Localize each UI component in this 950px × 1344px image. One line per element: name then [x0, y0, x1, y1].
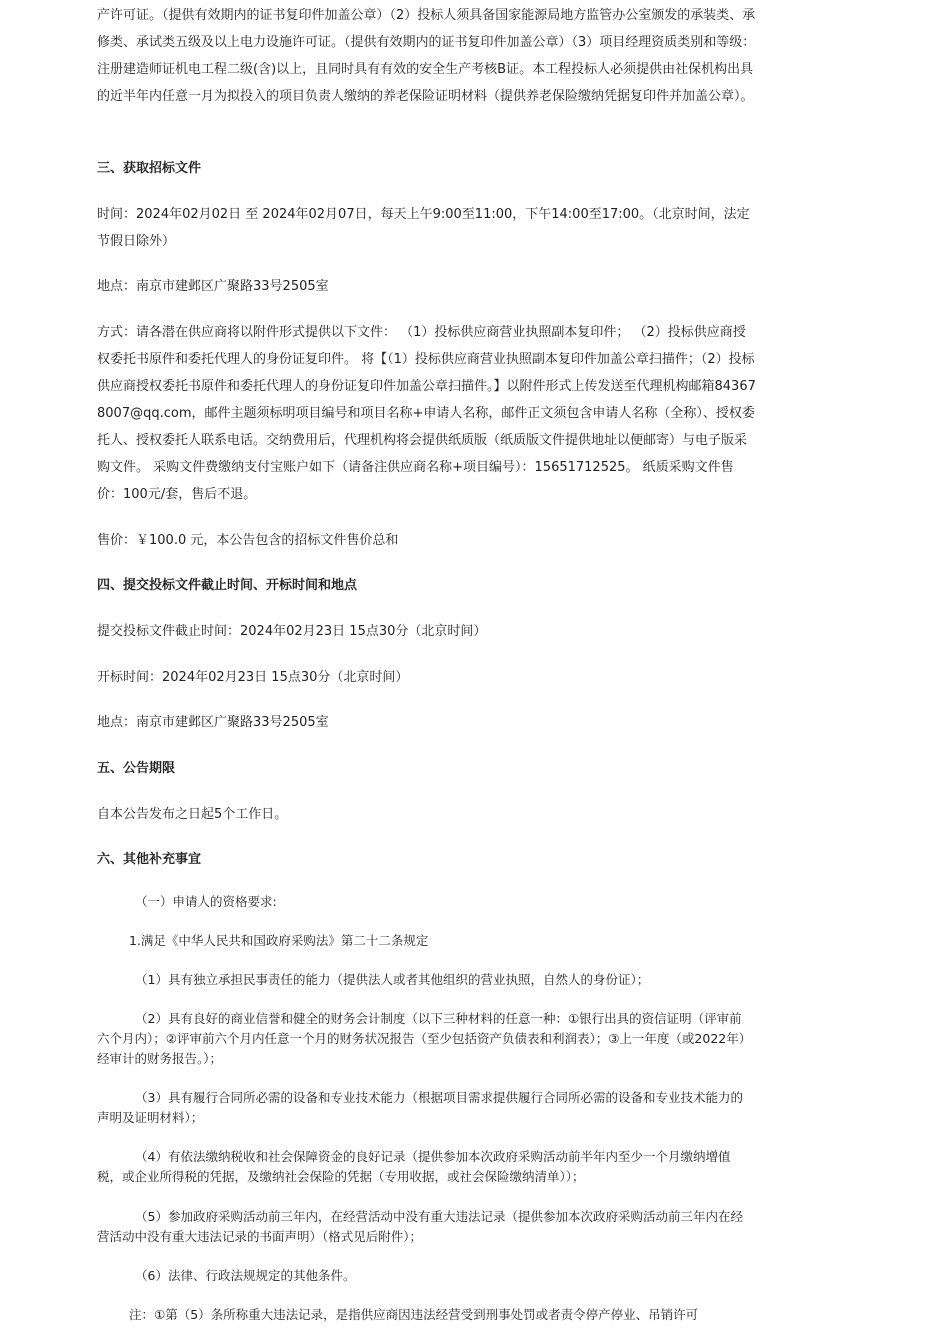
obtain-location: 地点：南京市建邺区广聚路33号2505室 [97, 279, 329, 294]
requirement-3: （3）具有履行合同所必需的设备和专业技术能力（根据项目需求提供履行合同所必需的设备和专业技术能力的声明及证明材料）； [97, 1090, 743, 1125]
requirement-6: （6）法律、行政法规规定的其他条件。 [135, 1268, 356, 1283]
requirement-2: （2）具有良好的商业信誉和健全的财务会计制度（以下三种材料的任意一种：①银行出具的资信证明（评审前六个月内）；②评审前六个月内任意一个月的财务状况报告（至少包括资产负债表和利润表）；③上一年度（或2022年）经审计的财务报告。）； [97, 1011, 745, 1066]
document-price: 售价：￥100.0 元，本公告包含的招标文件售价总和 [97, 533, 399, 548]
subsection-applicant-requirements: （一）申请人的资格要求: [135, 894, 277, 909]
requirement-4: （4）有依法缴纳税收和社会保障资金的良好记录（提供参加本次政府采购活动前半年内至少一个月缴纳增值税，或企业所得税的凭据，及缴纳社会保险的凭据（专用收据，或社会保险缴纳清单））； [97, 1149, 731, 1184]
requirement-5: （5）参加政府采购活动前三年内，在经营活动中没有重大违法记录（提供参加本次政府采购活动前三年内在经营活动中没有重大违法记录的书面声明）（格式见后附件）； [97, 1209, 743, 1244]
obtain-time: 时间：2024年02月02日 至 2024年02月07日，每天上午9:00至11:00，下午14:00至17:00。（北京时间，法定节假日除外） [97, 207, 750, 249]
opening-location: 地点：南京市建邺区广聚路33号2505室 [97, 715, 329, 730]
announcement-period: 自本公告发布之日起5个工作日。 [97, 807, 288, 822]
submission-deadline: 提交投标文件截止时间：2024年02月23日 15点30分（北京时间） [97, 624, 487, 639]
section-heading-obtain-documents: 三、获取招标文件 [97, 161, 202, 176]
section-heading-announcement-period: 五、公告期限 [97, 761, 176, 776]
opening-time: 开标时间：2024年02月23日 15点30分（北京时间） [97, 670, 409, 685]
section-heading-other-matters: 六、其他补充事宜 [97, 852, 202, 867]
note: 注：①第（5）条所称重大违法记录，是指供应商因违法经营受到刑事处罚或者责令停产停业、吊销许可 [129, 1307, 699, 1322]
obtain-method: 方式：请各潜在供应商将以附件形式提供以下文件： （1）投标供应商营业执照副本复印件； （2）投标供应商授权委托书原件和委托代理人的身份证复印件。 将【（1）投标供应商营业执照副本复印件加盖公章扫描件；（2）投标供应商授权委托书原件和委托代理人的身份证复印件加盖公章扫描件。】以附件形式上传发送至代理机构邮箱843678007@qq.com，邮件主题须标明项目编号和项目名称+申请人名称，邮件正文须包含申请人名称（全称）、授权委托人、授权委托人联系电话。交纳费用后，代理机构将会提供纸质版（纸质版文件提供地址以便邮寄）与电子版采购文件。 采购文件费缴纳支付宝账户如下（请备注供应商名称+项目编号）：15651712525。 纸质采购文件售价：100元/套，售后不退。 [97, 325, 756, 502]
requirement-1: （1）具有独立承担民事责任的能力（提供法人或者其他组织的营业执照，自然人的身份证）； [135, 972, 650, 987]
requirement-procurement-law: 1.满足《中华人民共和国政府采购法》第二十二条规定 [129, 933, 429, 948]
section-heading-deadline: 四、提交投标文件截止时间、开标时间和地点 [97, 578, 358, 593]
qualification-paragraph-continued: 产许可证。（提供有效期内的证书复印件加盖公章）（2）投标人须具备国家能源局地方监管办公室颁发的承装类、承修类、承试类五级及以上电力设施许可证。（提供有效期内的证书复印件加盖公章）（3）项目经理资质类别和等级：注册建造师证机电工程二级(含)以上，且同时具有有效的安全生产考核B证。本工程投标人必须提供由社保机构出具的近半年内任意一月为拟投入的项目负责人缴纳的养老保险证明材料（提供养老保险缴纳凭据复印件并加盖公章）。 [97, 8, 756, 104]
